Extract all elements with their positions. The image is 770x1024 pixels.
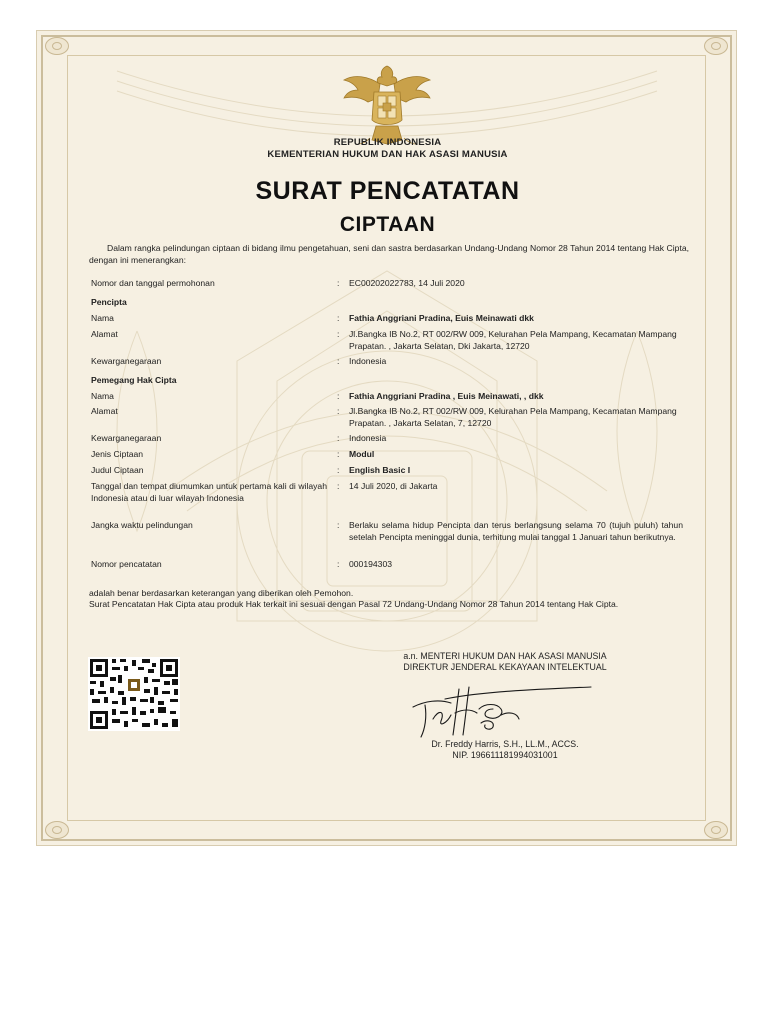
colon: : [337, 313, 340, 323]
colon: : [337, 433, 340, 443]
signatory-line-1: a.n. MENTERI HUKUM DAN HAK ASASI MANUSIA [403, 651, 607, 661]
certificate [36, 30, 737, 846]
pencipta-address-value: Jl.Bangka IB No.2, RT 002/RW 009, Kelurahan Pela Mampang, Kecamatan Mampang Prapatan. , Jakarta Selatan, Dki Jakarta, 12720 [349, 329, 677, 351]
colon: : [337, 465, 340, 475]
application-label: Nomor dan tanggal permohonan [91, 278, 215, 288]
document-title: SURAT PENCATATAN [255, 177, 520, 205]
colon: : [337, 520, 340, 530]
section-pencipta: Pencipta [91, 297, 127, 307]
term-value: Berlaku selama hidup Pencipta dan terus berlangsung selama 70 (tujuh puluh) tahun setelah Pencipta meninggal dunia, terhitung mulai tanggal 1 Januari tahun berikutnya. [349, 520, 683, 542]
signatory-nip: NIP. 196611181994031001 [452, 750, 558, 760]
closing-line-2: Surat Pencatatan Hak Cipta atau produk Hak terkait ini sesuai dengan Pasal 72 Undang-Undang Nomor 28 Tahun 2014 tentang Hak Cipta. [89, 599, 619, 609]
colon: : [337, 329, 340, 339]
publish-label: Tanggal dan tempat diumumkan untuk pertama kali di wilayah Indonesia atau di luar wilayah Indonesia [91, 481, 327, 503]
handwritten-signature [405, 679, 595, 741]
colon: : [337, 559, 340, 569]
record-number-label: Nomor pencatatan [91, 559, 162, 569]
corner-ornament-icon [45, 37, 69, 55]
qr-code-icon [88, 657, 180, 731]
header-republic: REPUBLIK INDONESIA [333, 137, 442, 148]
document-subtitle: CIPTAAN [339, 213, 436, 236]
header-ministry: KEMENTERIAN HUKUM DAN HAK ASASI MANUSIA [267, 149, 508, 160]
application-value: EC00202022783, 14 Juli 2020 [349, 278, 465, 288]
pemegang-name-label: Nama [91, 391, 114, 401]
pemegang-citizenship-value: Indonesia [349, 433, 387, 443]
corner-ornament-icon [704, 37, 728, 55]
term-label: Jangka waktu pelindungan [91, 520, 193, 530]
colon: : [337, 481, 340, 491]
pencipta-name-value: Fathia Anggriani Pradina, Euis Meinawati dkk [349, 313, 534, 323]
colon: : [337, 356, 340, 366]
colon: : [337, 449, 340, 459]
intro-paragraph: Dalam rangka pelindungan ciptaan di bidang ilmu pengetahuan, seni dan sastra berdasarkan Undang-Undang Nomor 28 Tahun 2014 tentang Hak Cipta, dengan ini menerangkan: [89, 243, 689, 265]
pencipta-address-label: Alamat [91, 329, 118, 339]
pemegang-address-value: Jl.Bangka IB No.2, RT 002/RW 009, Kelurahan Pela Mampang, Kecamatan Mampang Prapatan. , Jakarta Selatan, 7, 12720 [349, 406, 677, 428]
colon: : [337, 278, 340, 288]
pencipta-citizenship-label: Kewarganegaraan [91, 356, 162, 366]
pemegang-address-label: Alamat [91, 406, 118, 416]
corner-ornament-icon [704, 821, 728, 839]
work-type-label: Jenis Ciptaan [91, 449, 144, 459]
work-type-value: Modul [349, 449, 375, 459]
publish-value: 14 Juli 2020, di Jakarta [349, 481, 438, 491]
pemegang-citizenship-label: Kewarganegaraan [91, 433, 162, 443]
work-title-label: Judul Ciptaan [91, 465, 144, 475]
colon: : [337, 391, 340, 401]
signatory-name: Dr. Freddy Harris, S.H., LL.M., ACCS. [431, 739, 579, 749]
record-number-value: 000194303 [349, 559, 393, 569]
pencipta-citizenship-value: Indonesia [349, 356, 387, 366]
signatory-line-2: DIREKTUR JENDERAL KEKAYAAN INTELEKTUAL [403, 662, 607, 672]
section-pemegang: Pemegang Hak Cipta [91, 375, 177, 385]
colon: : [337, 406, 340, 416]
pencipta-name-label: Nama [91, 313, 114, 323]
corner-ornament-icon [45, 821, 69, 839]
pemegang-name-value: Fathia Anggriani Pradina , Euis Meinawati, , dkk [349, 391, 544, 401]
closing-line-1: adalah benar berdasarkan keterangan yang diberikan oleh Pemohon. [89, 588, 354, 598]
work-title-value: English Basic I [349, 465, 411, 475]
